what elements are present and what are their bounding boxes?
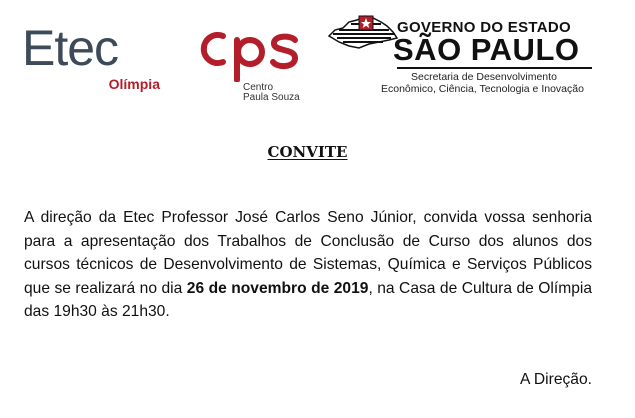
etec-logo — [22, 22, 162, 94]
cps-logo-line1: Centro — [243, 82, 274, 93]
secretaria-line2: Econômico, Ciência, Tecnologia e Inovação — [381, 83, 584, 95]
event-date: 26 de novembro de 2019 — [186, 279, 369, 297]
sp-logo-divider — [397, 67, 592, 69]
invitation-paragraph — [24, 206, 592, 324]
cps-logo-line2: Paula Souza — [243, 92, 300, 103]
paragraph-text-start: A direção da Etec Professor José Carlos Seno Júnior, convida vossa senhoria para a apresentação dos Trabalhos de Conclusão de Curso dos alunos dos cursos técnicos de Desenvolvimento de Sistemas, Química e Serviços Públicos que se realizará no dia — [24, 209, 592, 297]
secretaria-line1: Secretaria de Desenvolvimento — [411, 71, 557, 83]
cps-logo — [195, 22, 315, 103]
sp-state-name: SÃO PAULO — [393, 32, 580, 67]
sp-government-title: GOVERNO DO ESTADO — [397, 19, 572, 36]
etec-logo-city: Olímpia — [108, 76, 160, 92]
paragraph-text-end: , na Casa de Cultura de Olímpia das 19h30 às 21h30. — [24, 279, 593, 320]
cps-logo-mark — [195, 22, 305, 82]
document-title: CONVITE — [267, 143, 348, 161]
etec-logo-word: Etec — [22, 20, 119, 76]
signature: A Direção. — [520, 371, 592, 388]
sp-government-logo — [325, 12, 615, 102]
